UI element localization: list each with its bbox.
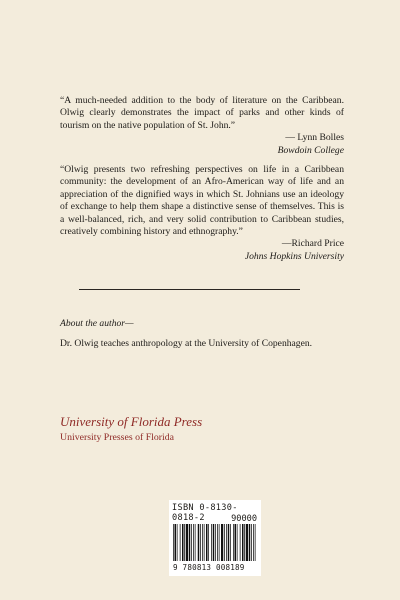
barcode-stripe — [204, 524, 205, 561]
review-2-author: —Richard Price — [281, 238, 344, 250]
barcode-stripe — [244, 524, 245, 561]
review-2-institution: Johns Hopkins University — [244, 250, 344, 262]
price-code: 90000 — [231, 514, 257, 524]
barcode-stripe — [226, 524, 227, 561]
review-1-author: — Lynn Bolles — [285, 132, 344, 144]
barcode-stripe — [255, 524, 256, 561]
barcode-stripe — [173, 524, 174, 561]
review-2 — [60, 164, 344, 263]
barcode-stripe — [193, 524, 194, 561]
barcode-stripe — [175, 524, 177, 561]
barcode-label — [169, 500, 261, 576]
barcode-stripe — [195, 524, 196, 561]
barcode-stripe — [189, 524, 191, 561]
barcode-stripe — [237, 524, 238, 561]
barcode-stripe — [230, 524, 231, 561]
barcode-stripe — [221, 524, 223, 561]
isbn-text: ISBN 0-8130-0818-2 — [172, 503, 238, 523]
barcode-stripe — [233, 524, 234, 561]
about-author-heading: About the author— — [60, 318, 134, 329]
review-1-attribution — [60, 132, 344, 157]
review-1 — [60, 95, 344, 157]
barcode-stripe — [228, 524, 230, 561]
publisher-name: University of Florida Press — [60, 414, 203, 429]
barcode-stripe — [253, 524, 254, 561]
review-1-text: “A much-needed addition to the body of literature on the Caribbean. Olwig clearly demonstrates the impact of parks and other kinds of tourism on the native population of St. John.” — [60, 95, 344, 131]
barcode-stripe — [206, 524, 208, 561]
barcode-stripe — [211, 524, 212, 561]
review-2-text: “Olwig presents two refreshing perspectives on life in a Caribbean community: the development of an Afro-American way of life and an appreciation of the dignified ways in which St. Johnians use an ideology of exchange to help them shape a distinctive sense of themselves. This is a well-balanced, rich, and very solid contribution to Caribbean studies, creatively combining history and ethnography.” — [60, 164, 344, 238]
barcode-stripe — [198, 524, 200, 561]
barcode-stripe — [182, 524, 184, 561]
barcode-stripe — [249, 524, 251, 561]
barcode-stripe — [208, 524, 209, 561]
barcode-stripe — [213, 524, 215, 561]
barcode-stripe — [191, 524, 192, 561]
barcode-stripe — [217, 524, 218, 561]
review-1-institution: Bowdoin College — [277, 144, 344, 156]
barcode-stripe — [235, 524, 237, 561]
ean-number: 9 780813 008189 — [173, 563, 245, 572]
barcode-stripe — [224, 524, 225, 561]
barcode-stripe — [202, 524, 203, 561]
barcode-stripe — [242, 524, 244, 561]
about-author-text: Dr. Olwig teaches anthropology at the University of Copenhagen. — [60, 338, 313, 349]
barcode-stripe — [240, 524, 241, 561]
barcode-stripe — [219, 524, 220, 561]
barcode-stripe — [184, 524, 185, 561]
divider-rule — [79, 289, 300, 290]
barcode-stripe — [251, 524, 252, 561]
barcode-stripe — [200, 524, 201, 561]
barcode-bars — [172, 524, 258, 562]
barcode-stripe — [186, 524, 188, 561]
barcode-stripe — [215, 524, 216, 561]
review-2-attribution — [60, 238, 344, 263]
barcode-stripe — [246, 524, 248, 561]
barcode-stripe — [180, 524, 181, 561]
publisher-subtitle: University Presses of Florida — [60, 432, 175, 443]
barcode-stripe — [177, 524, 178, 561]
